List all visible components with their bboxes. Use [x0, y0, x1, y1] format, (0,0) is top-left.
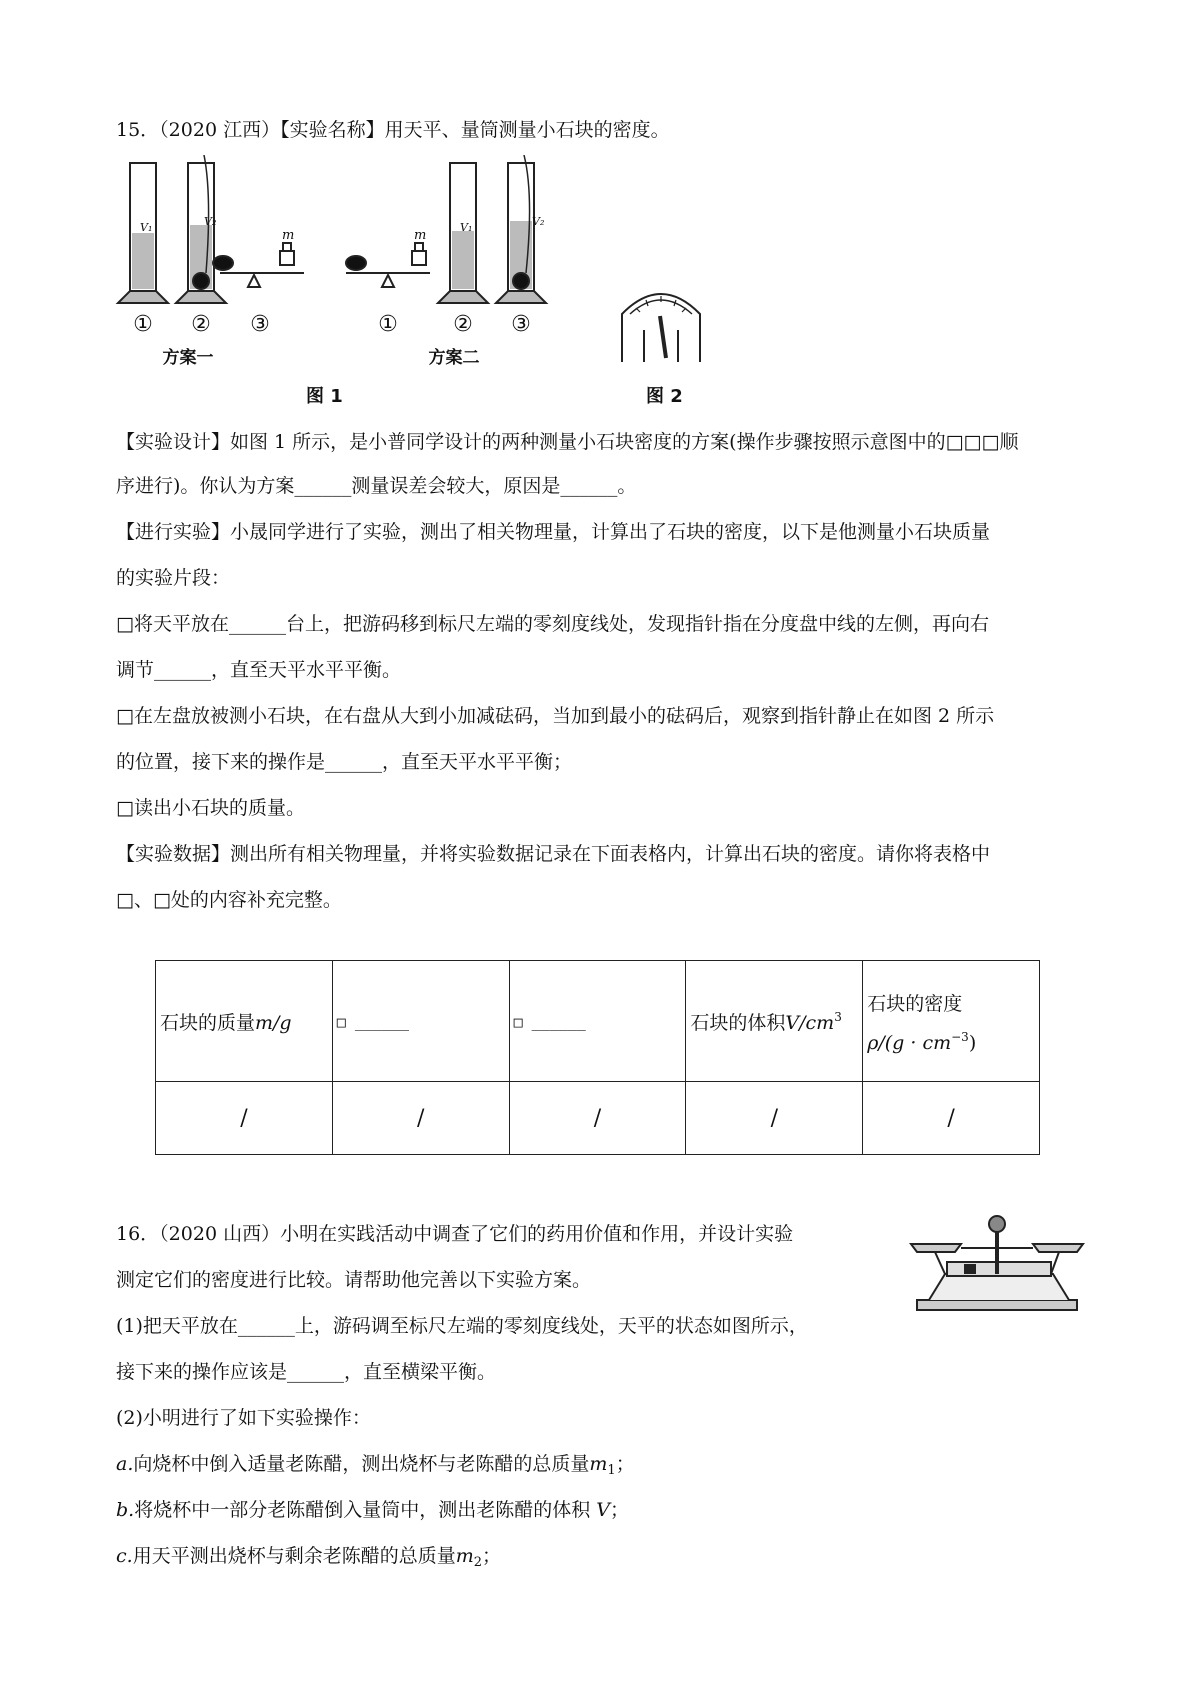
figure-1-caption: 图 1	[306, 386, 343, 407]
balance-icon	[346, 243, 430, 287]
q16-line-2: 测定它们的密度进行比较。请帮助他完善以下实验方案。	[116, 1269, 592, 1291]
table-cell: /	[863, 1082, 1040, 1155]
data-line-1: 【实验数据】测出所有相关物理量，并将实验数据记录在下面表格内，计算出石块的密度。请你将表格中	[116, 843, 991, 865]
proceed-line-2: 的实验片段：	[116, 567, 231, 589]
step-text: 将烧杯中一部分老陈醋倒入量筒中，测出老陈醋的体积	[134, 1499, 597, 1521]
step-letter: b.	[116, 1499, 135, 1521]
table-cell: /	[509, 1082, 686, 1155]
figure-2-caption: 图 2	[646, 386, 683, 407]
header-unit-exponent: 3	[834, 1009, 842, 1024]
q15-title: 15．（2020 江西）【实验名称】用天平、量筒测量小石块的密度。	[116, 119, 670, 141]
q16-part1-line-1: (1)把天平放在______上，游码调至标尺左端的零刻度线处，天平的状态如图所示，	[116, 1315, 808, 1337]
header-text: 石块的密度	[867, 992, 963, 1015]
table-header-blank-2	[509, 961, 686, 1082]
step-number: ③	[250, 312, 270, 337]
step3-line: □读出小石块的质量。	[116, 797, 305, 819]
table-header-blank-1	[332, 961, 509, 1082]
variable: m	[455, 1545, 474, 1567]
punctuation: ；	[609, 1499, 629, 1521]
step1-line-2: 调节______，直至天平水平平衡。	[116, 659, 402, 681]
step-number: ②	[191, 312, 211, 337]
header-blank: □ ______	[336, 1013, 410, 1031]
design-line-1: 【实验设计】如图 1 所示，是小普同学设计的两种测量小石块密度的方案(操作步骤按照示意图中的□□□顺	[116, 431, 1019, 453]
pointer-icon	[660, 316, 666, 358]
proceed-line-1: 【进行实验】小晟同学进行了实验，测出了相关物理量，计算出了石块的密度，以下是他测量小石块质量	[116, 521, 991, 543]
density-unit-exponent: −3	[951, 1029, 969, 1044]
balance-base-icon	[917, 1300, 1077, 1310]
q16-step-b	[116, 1498, 629, 1522]
variable: m	[589, 1453, 608, 1475]
table-cell: /	[686, 1082, 863, 1155]
label-v2: V₂	[204, 215, 217, 228]
cylinder-with-stone-icon	[176, 155, 226, 303]
cylinder-with-stone-icon	[496, 155, 546, 303]
scheme-1-label: 方案一	[162, 348, 214, 368]
label-m: m	[282, 228, 295, 243]
step-text: 用天平测出烧杯与剩余老陈醋的总质量	[132, 1545, 456, 1567]
label-v1: V₁	[140, 221, 153, 234]
subscript: 1	[607, 1463, 616, 1478]
header-unit: V/cm	[785, 1011, 835, 1034]
punctuation: ；	[615, 1453, 635, 1475]
header-text: 石块的质量	[160, 1011, 256, 1034]
variable: V	[596, 1499, 610, 1521]
step-number: ③	[511, 312, 531, 337]
table-header-row	[156, 961, 1040, 1082]
q16-part2: (2)小明进行了如下实验操作：	[116, 1407, 371, 1429]
table-cell: /	[332, 1082, 509, 1155]
right-pan-icon	[1033, 1244, 1083, 1252]
header-unit	[867, 1030, 1035, 1054]
header-blank: □ ______	[513, 1013, 586, 1031]
density-unit-close: )	[968, 1031, 977, 1054]
balance-illustration	[905, 1210, 1095, 1320]
design-line-2: 序进行)。你认为方案______测量误差会较大，原因是______。	[116, 475, 637, 497]
step-number: ②	[453, 312, 473, 337]
experiment-data-table	[155, 960, 1040, 1155]
step2-line-1: □在左盘放被测小石块，在右盘从大到小加减砝码，当加到最小的砝码后，观察到指针静止在如图 2 所示	[116, 705, 995, 727]
table-row	[156, 1082, 1040, 1155]
subscript: 2	[473, 1555, 483, 1570]
figure-1	[108, 155, 668, 395]
step-number: ①	[133, 312, 153, 337]
label-v1: V₁	[460, 221, 473, 234]
figure-2-dial	[616, 280, 706, 366]
step1-line-1: □将天平放在______台上，把游码移到标尺左端的零刻度线处，发现指针指在分度盘中线的左侧，再向右	[116, 613, 989, 635]
step-number: ①	[378, 312, 398, 337]
punctuation: ；	[482, 1545, 502, 1567]
balance-icon	[213, 243, 304, 287]
header-text: 石块的体积	[690, 1011, 786, 1034]
q16-step-a	[116, 1452, 635, 1483]
density-unit-text: ρ/(g · cm	[867, 1031, 952, 1054]
label-v2: V₂	[532, 215, 545, 228]
q16-part1-line-2: 接下来的操作应该是______，直至横梁平衡。	[116, 1361, 497, 1383]
table-header-mass	[156, 961, 333, 1082]
step-letter: a.	[116, 1453, 134, 1475]
data-line-2: □、□处的内容补充完整。	[116, 889, 342, 911]
step2-line-2: 的位置，接下来的操作是______，直至天平水平平衡；	[116, 751, 573, 773]
q16-line-1: 16．（2020 山西）小明在实践活动中调查了它们的药用价值和作用，并设计实验	[116, 1223, 794, 1245]
table-header-density	[863, 961, 1040, 1082]
header-unit: m/g	[255, 1011, 292, 1034]
left-pan-icon	[911, 1244, 961, 1252]
table-cell: /	[156, 1082, 333, 1155]
scheme-2-label: 方案二	[428, 348, 480, 368]
step-letter: c.	[116, 1545, 133, 1567]
label-m: m	[414, 228, 427, 243]
table-header-volume	[686, 961, 863, 1082]
q16-step-c	[116, 1544, 501, 1575]
step-text: 向烧杯中倒入适量老陈醋，测出烧杯与老陈醋的总质量	[133, 1453, 590, 1475]
